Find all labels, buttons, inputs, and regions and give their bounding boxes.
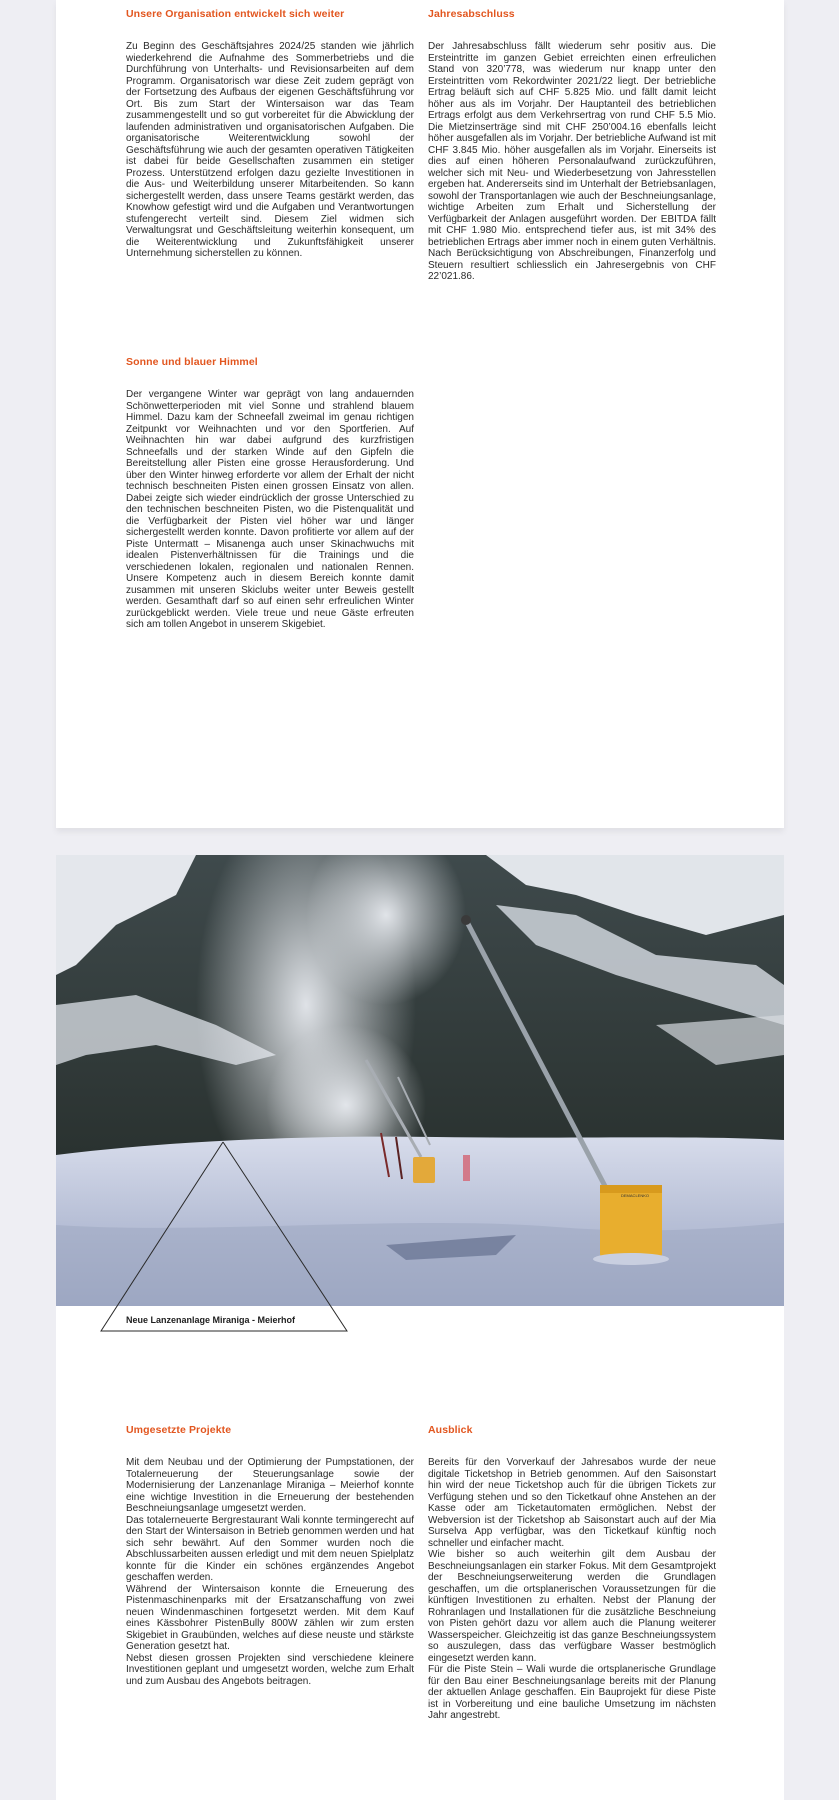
section-projekte <box>126 1424 414 1687</box>
paragraph: Während der Wintersaison konnte die Erneuerung des Pistenmaschinenparks mit der Ersatzanschaffung von zwei neuen Windenmaschinen fortgesetzt werden. Mit dem Kauf eines Kässbohrer PistenBully 800W zählen wir zum ersten Skigebiet in Graubünden, welches auf diese neuste und stärkste Generation gesetzt hat. <box>126 1583 414 1652</box>
section-heading: Umgesetzte Projekte <box>126 1424 232 1436</box>
paragraph: Mit dem Neubau und der Optimierung der Pumpstationen, der Totalerneuerung der Steuerungsanlage sowie der Modernisierung der Lanzenanlage Miraniga – Meierhof konnte eine wichtige Investition in die Erneuerung der bestehenden Beschneiungsanlage umgesetzt werden. <box>126 1457 414 1514</box>
snow-gun-label: DEMACLENKO <box>621 1193 650 1198</box>
snowmaking-photo <box>56 855 784 1308</box>
photo-caption: Neue Lanzenanlage Miraniga - Meierhof <box>126 1315 296 1325</box>
section-sonne <box>126 356 414 631</box>
section-jahresabschluss <box>428 8 716 283</box>
section-body <box>428 1457 716 1722</box>
paragraph: Wie bisher so auch weiterhin gilt dem Ausbau der Beschneiungsanlagen ein starker Fokus. Mit dem Gesamtprojekt der Beschneiungserweiterung werden die Grundlagen geschaffen, um die ortsplanerischen Voraussetzungen für die künftigen Investitionen zu erhalten. Nebst der Planung der Rohranlagen und Installationen für die zusätzliche Beschneiung von Pisten gehört dazu vor allem auch die Planung weiterer Wasserspeicher. Gleichzeitig ist das ganze Beschneiungssystem so auszulegen, dass das verfügbare Wasser bestmöglich eingesetzt werden kann. <box>428 1549 716 1664</box>
section-heading: Sonne und blauer Himmel <box>126 356 258 368</box>
paragraph: Für die Piste Stein – Wali wurde die ortsplanerische Grundlage für den Bau einer Beschneiungsanlage bereits mit der Planung der aktuellen Anlage geschaffen. Ein Bauprojekt für diese Piste ist in Vorbereitung und eine bauliche Umsetzung im nächsten Jahr angestrebt. <box>428 1664 716 1721</box>
snow-gun-unit <box>593 1185 669 1265</box>
section-ausblick <box>428 1424 716 1722</box>
section-organisation <box>126 8 414 260</box>
section-body: Der Jahresabschluss fällt wiederum sehr positiv aus. Die Ersteintritte im ganzen Gebiet erreichten einen erfreulichen Stand von 320’778, was wiederum nur knapp unter den Ersteintritten vom Rekordwinter 2021/22 liegt. Der betriebliche Ertrag beläuft sich auf CHF 5.825 Mio. und fällt damit leicht höher aus als im Vorjahr. Der Hauptanteil des betrieblichen Ertrags erfolgt aus dem Verkehrsertrag von rund CHF 5.5 Mio. Die Mietzinserträge sind mit CHF 250’004.16 ebenfalls leicht höher ausgefallen als im Vorjahr. Der betriebliche Aufwand ist mit CHF 3.845 Mio. höher ausgefallen als im Vorjahr. Einerseits ist dies auf einen höheren Personalaufwand zurückzuführen, welcher sich mit Neu- und Wiederbesetzung von Jahresstellen ergeben hat. Andererseits sind im Unterhalt der Betriebsanlagen, sowohl der Transportanlagen wie auch der Beschneiungsanlage, wichtige Arbeiten zum Erhalt und Sicherstellung der Verfügbarkeit der Anlagen ausgeführt worden. Der EBITDA fällt mit CHF 1.980 Mio. entsprechend tiefer aus, ist mit 34% des betrieblichen Ertrags aber immer noch in einem guten Verhältnis. Nach Berücksichtigung von Abschreibungen, Finanzerfolg und Steuern resultiert schliesslich ein Jahresergebnis von CHF 22’021.86. <box>428 41 716 282</box>
paragraph: Bereits für den Vorverkauf der Jahresabos wurde der neue digitale Ticketshop in Betrieb genommen. Auf den Saisonstart hin wird der neue Ticketshop auch für die übrigen Tickets zur Verfügung stehen und so den Ticketkauf ohne Anstehen an der Kasse oder am Ticketautomaten ermöglichen. Nebst der Webversion ist der Ticketshop ab Saisonstart auch auf der Mia Surselva App verfügbar, was den Ticketkauf künftig noch schneller und einfacher macht. <box>428 1457 716 1549</box>
section-body <box>126 1457 414 1687</box>
section-heading: Ausblick <box>428 1424 473 1436</box>
section-heading: Unsere Organisation entwickelt sich weiter <box>126 8 345 20</box>
section-body: Zu Beginn des Geschäftsjahres 2024/25 standen wie jährlich wiederkehrend die Aufnahme des Sommerbetriebs und die Durchführung von Unterhalts- und Revisionsarbeiten auf dem Programm. Organisatorisch war diese Zeit zudem geprägt von der Fortsetzung des Aufbaus der eigenen Geschäftsführung vor Ort. Bis zum Start der Wintersaison war das Team zusammengestellt und so gut vorbereitet für die Abwicklung der laufenden administrativen und organisatorischen Aufgaben. Die organisatorische Weiterentwicklung sowohl der Geschäftsführung wie auch der gesamten operativen Tätigkeiten ist dabei für beide Gesellschaften zusammen ein stetiger Prozess. Unterstützend erfolgen dazu gezielte Investitionen in die Aus- und Weiterbildung unserer Mitarbeitenden. So kann sichergestellt werden, dass unsere Teams gestärkt werden, das Knowhow gefestigt wird und die Aufgaben und Verantwortungen stufengerecht verteilt sind. Diesem Ziel widmen sich Verwaltungsrat und Geschäftsleitung weiterhin konsequent, um die Weiterentwicklung und Zukunftsfähigkeit unserer Unternehmung sicherstellen zu können. <box>126 41 414 259</box>
section-body: Der vergangene Winter war geprägt von lang andauernden Schönwetterperioden mit viel Sonne und strahlend blauem Himmel. Dazu kam der Schneefall zweimal im genau richtigen Zeitpunkt vor Weihnachten und vor den Sportferien. Auf Weihnachten hin war dabei aufgrund des kurzfristigen Schneefalls und der starken Winde auf den Gipfeln die Bereitstellung aller Pisten eine grosse Herausforderung. Und über den Winter hinweg erforderte vor allem der Erhalt der nicht technisch beschneiten Pisten einen grossen Einsatz von allen. Dabei zeigte sich wieder eindrücklich der grosse Unterschied zu den technischen beschneiten Pisten, wo die Pistenqualität und die Verfügbarkeit der Pisten viel höher war und länger sichergestellt werden konnte. Davon profitierte vor allem auf der Piste Untermatt – Misanenga auch unser Skinachwuchs mit idealen Pistenverhältnissen für die Trainings und die verschiedenen lokalen, regionalen und nationalen Rennen. Unsere Kompetenz auch in diesem Bereich konnte damit zusammen mit unseren Skiclubs weiter unter Beweis gestellt werden. Gesamthaft darf so auf einen sehr erfreulichen Winter zurückgeblickt werden. Viele treue und neue Gäste erfreuten sich am tollen Angebot in unserem Skigebiet. <box>126 389 414 630</box>
paragraph: Nebst diesen grossen Projekten sind verschiedene kleinere Investitionen geplant und umgesetzt worden, welche zum Erhalt und zum Ausbau des Angebots beitragen. <box>126 1652 414 1687</box>
paragraph: Das totalerneuerte Bergrestaurant Wali konnte termingerecht auf den Start der Wintersaison in Betrieb genommen werden und hat sich sehr bewährt. Auf den Sommer wurden noch die Abschlussarbeiten aussen erledigt und mit dem neuen Spielplatz konnte für die Kinder ein schönes ergänzendes Angebot geschaffen werden. <box>126 1514 414 1583</box>
section-heading: Jahresabschluss <box>428 8 515 20</box>
